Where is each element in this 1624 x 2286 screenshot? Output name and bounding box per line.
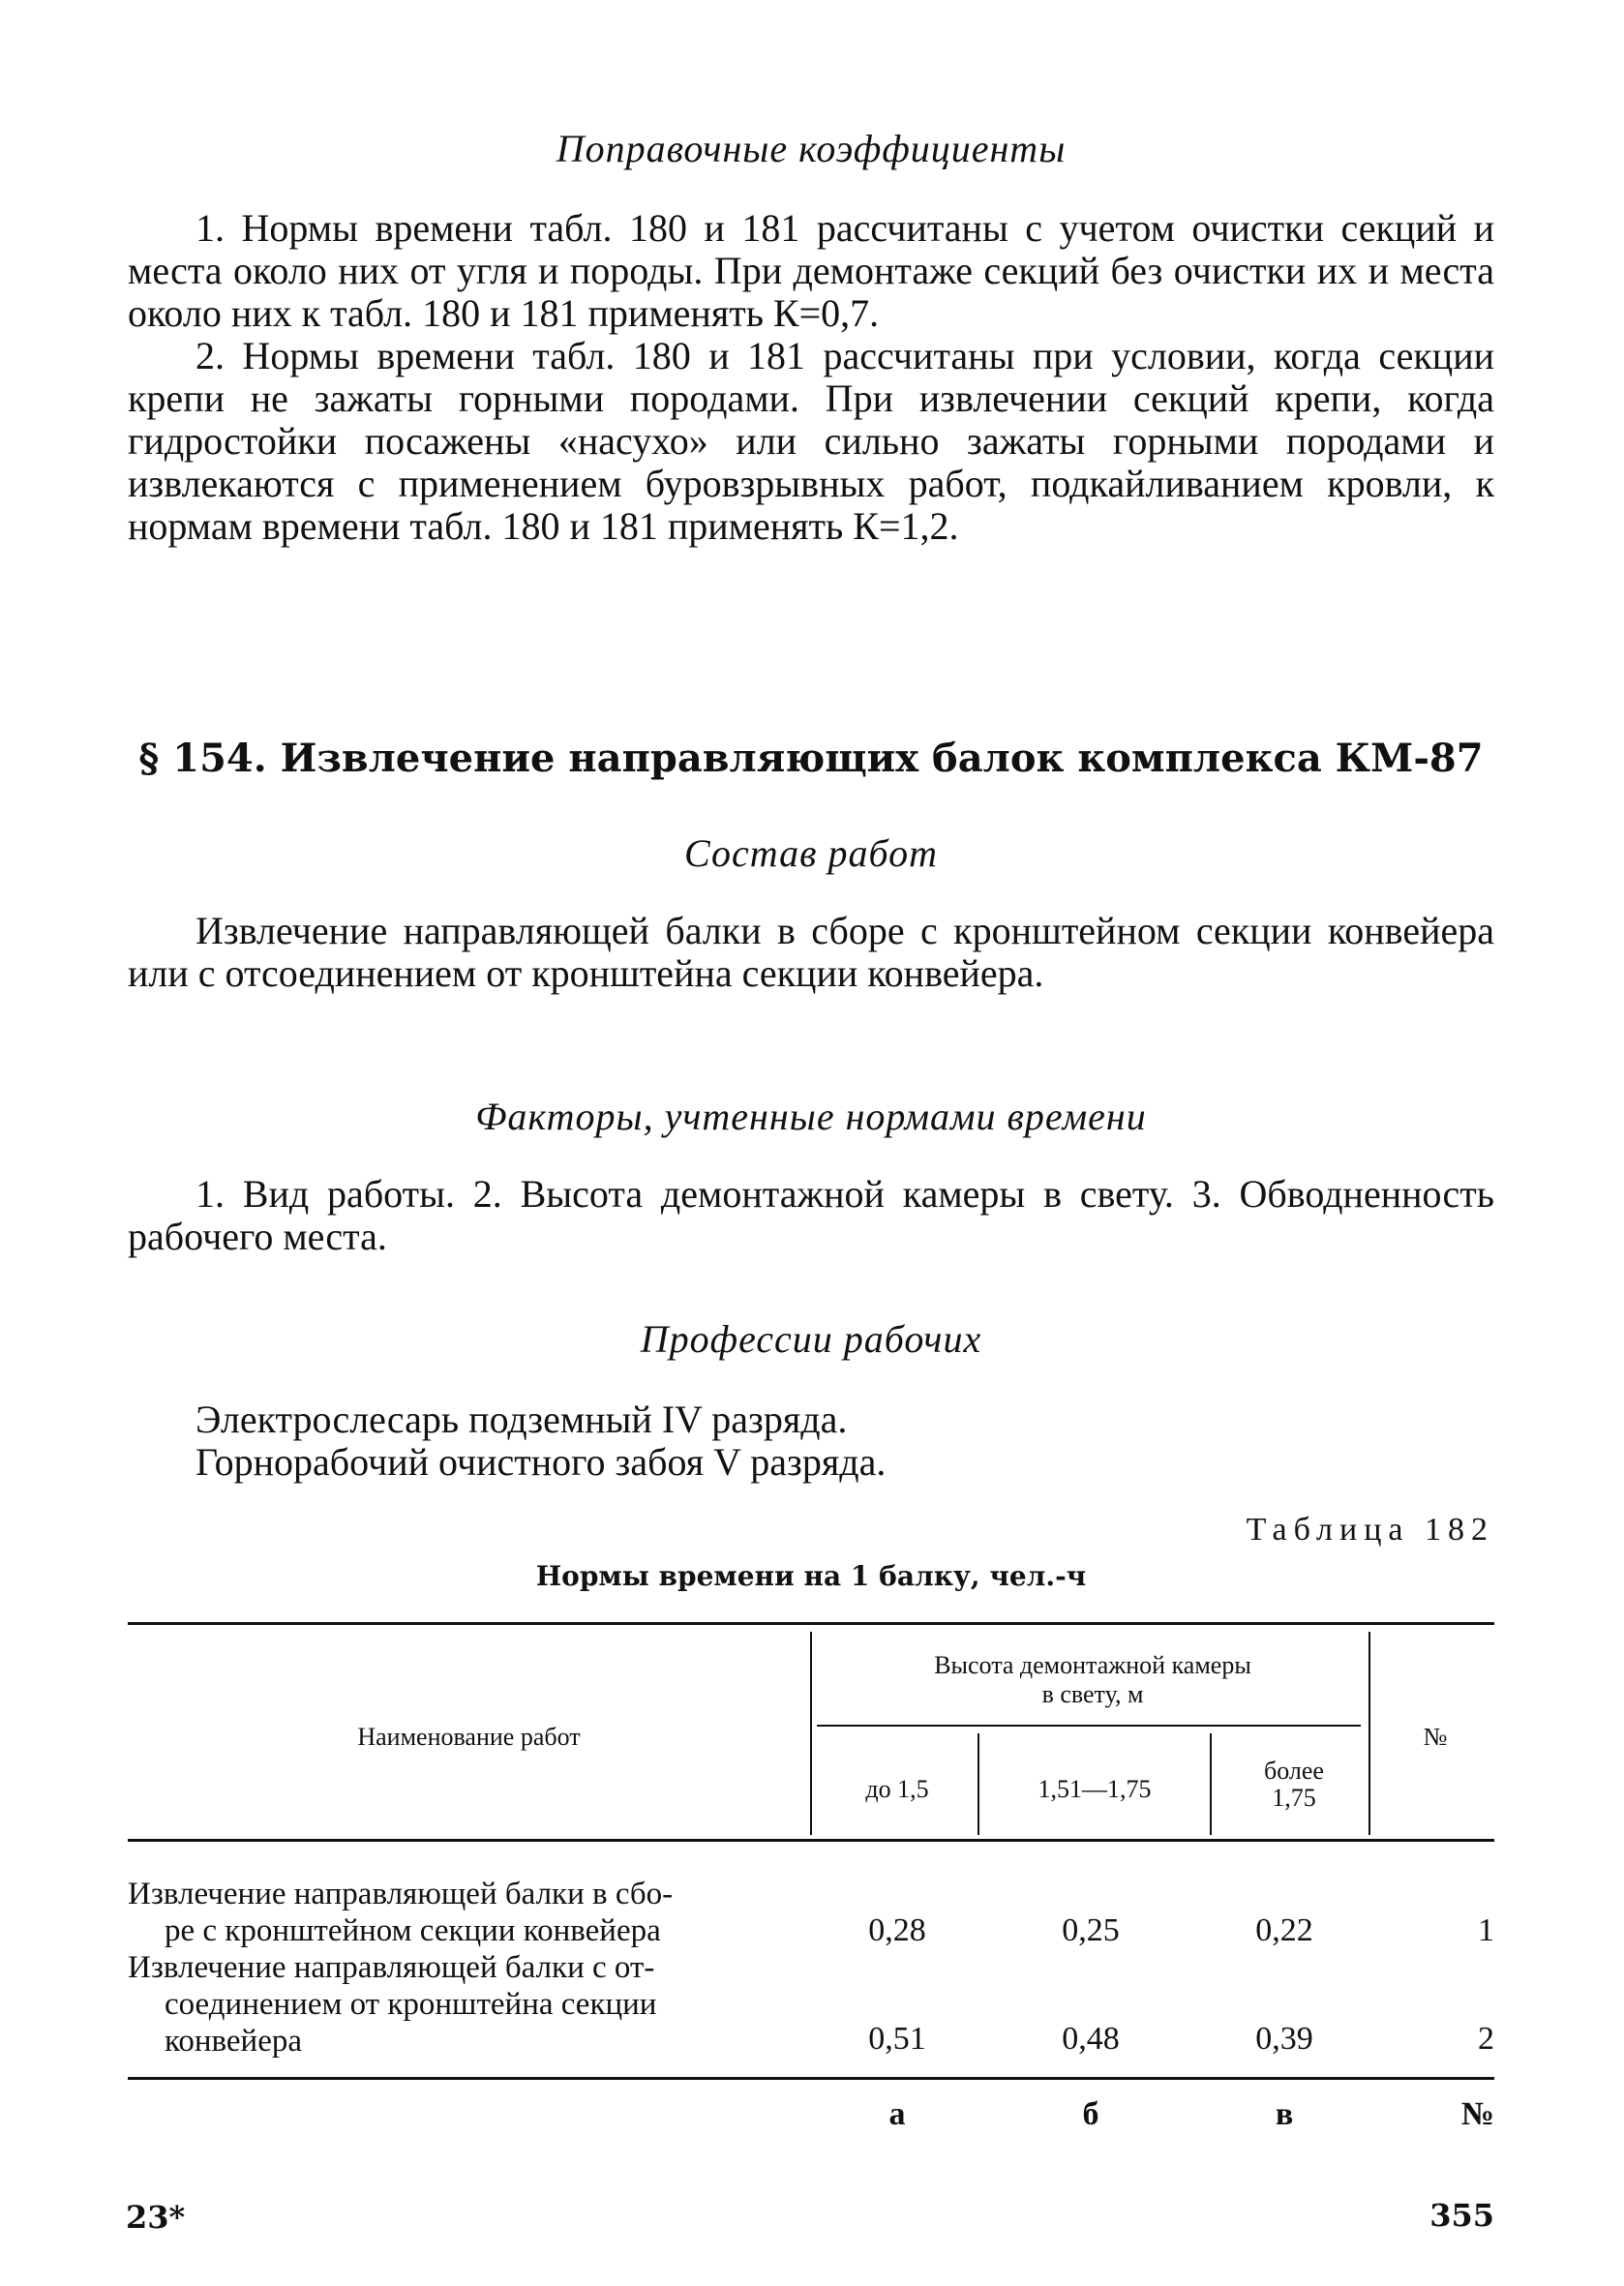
footer-col-c: в: [1275, 2096, 1294, 2132]
col-name-header: Наименование работ: [357, 1723, 581, 1751]
table-top-rule: [128, 1622, 1494, 1625]
table-bottom-rule: [128, 2077, 1494, 2080]
footer-num: №: [1460, 2096, 1494, 2132]
col-header-3: более 1,75: [1264, 1757, 1324, 1812]
factors-text: 1. Вид работы. 2. Высота демонтажной камеры в свету. 3. Обводненность рабочего места.: [128, 1172, 1494, 1258]
row-2-line-1: Извлечение направляющей балки с от-: [128, 1950, 655, 1985]
work-heading: Состав работ: [684, 831, 938, 875]
workers-block: [128, 1316, 1494, 1362]
workers-list: [128, 1399, 1494, 1484]
row-2-line-2: соединением от кронштейна секции: [165, 1987, 657, 2022]
row-2-value-c: 0,39: [1255, 2021, 1313, 2057]
row-2-num: 2: [1478, 2021, 1494, 2057]
header-divider-right: [1368, 1632, 1370, 1835]
header-bottom-rule: [128, 1839, 1494, 1842]
factors-text-block: [128, 1173, 1494, 1258]
correction-paragraph-1: 1. Нормы времени табл. 180 и 181 рассчитаны с учетом очистки секций и места около них от угля и породы. При демонтаже секций без очистки их и места около них к табл. 180 и 181 применять К=0,7.: [128, 206, 1494, 335]
row-1-value-b: 0,25: [1062, 1912, 1120, 1948]
corrections-block: [128, 126, 1494, 171]
work-text-block: [128, 910, 1494, 995]
corrections-paragraphs: [128, 207, 1494, 548]
factors-block: [128, 1094, 1494, 1139]
row-2-value-a: 0,51: [868, 2021, 926, 2057]
section-header: [128, 736, 1494, 781]
table-row-2-name: [128, 1949, 805, 2060]
col-header-2: 1,51—1,75: [1038, 1775, 1152, 1803]
corrections-heading: Поправочные коэффициенты: [556, 127, 1067, 170]
workers-heading: Профессии рабочих: [640, 1317, 982, 1361]
table-row-1-name: [128, 1876, 805, 1949]
header-divider-left: [810, 1632, 812, 1835]
factors-heading: Факторы, учтенные нормами времени: [475, 1095, 1147, 1138]
work-text: Извлечение направляющей балки в сборе с кронштейном секции конвейера или с отсоединением от кронштейна секции конвейера.: [128, 909, 1494, 995]
group-header-rule: [817, 1725, 1361, 1727]
table-title-row: [128, 1560, 1494, 1592]
row-1-value-a: 0,28: [868, 1912, 926, 1948]
section-title: § 154. Извлечение направляющих балок комплекса КМ-87: [138, 736, 1484, 781]
footer-col-b: б: [1082, 2096, 1099, 2132]
row-1-line-2: ре с кронштейном секции конвейера: [165, 1913, 661, 1948]
row-2-value-b: 0,48: [1062, 2021, 1120, 2057]
worker-1: Электрослесарь подземный IV разряда.: [195, 1398, 848, 1441]
page-signature: 23*: [126, 2199, 186, 2236]
table-label: Таблица 182: [1246, 1512, 1494, 1548]
table-title: Нормы времени на 1 балку, чел.-ч: [535, 1560, 1087, 1592]
group-header-line-1: Высота демонтажной камеры: [934, 1651, 1251, 1679]
num-header: №: [1423, 1723, 1448, 1751]
row-1-line-1: Извлечение направляющей балки в сбо-: [128, 1877, 674, 1911]
row-1-num: 1: [1478, 1912, 1494, 1948]
correction-paragraph-2: 2. Нормы времени табл. 180 и 181 рассчитаны при условии, когда секции крепи не зажаты горными породами. При извлечении секций крепи, когда гидростойки посажены «насухо» или сильно зажаты горными породами и извлекаются с применением буровзрывных работ, подкайливанием кровли, к нормам времени табл. 180 и 181 применять К=1,2.: [128, 334, 1494, 548]
group-header-line-2: в свету, м: [1041, 1680, 1144, 1708]
row-2-line-3: конвейера: [165, 2024, 303, 2059]
page-number: 355: [1429, 2197, 1494, 2234]
worker-2: Горнорабочий очистного забоя V разряда.: [195, 1440, 887, 1484]
subheader-divider-2: [1210, 1733, 1212, 1835]
work-composition: [128, 830, 1494, 876]
col-header-1: до 1,5: [865, 1775, 929, 1803]
row-1-value-c: 0,22: [1255, 1912, 1313, 1948]
table-label-row: [128, 1512, 1494, 1549]
footer-col-a: а: [888, 2096, 906, 2132]
